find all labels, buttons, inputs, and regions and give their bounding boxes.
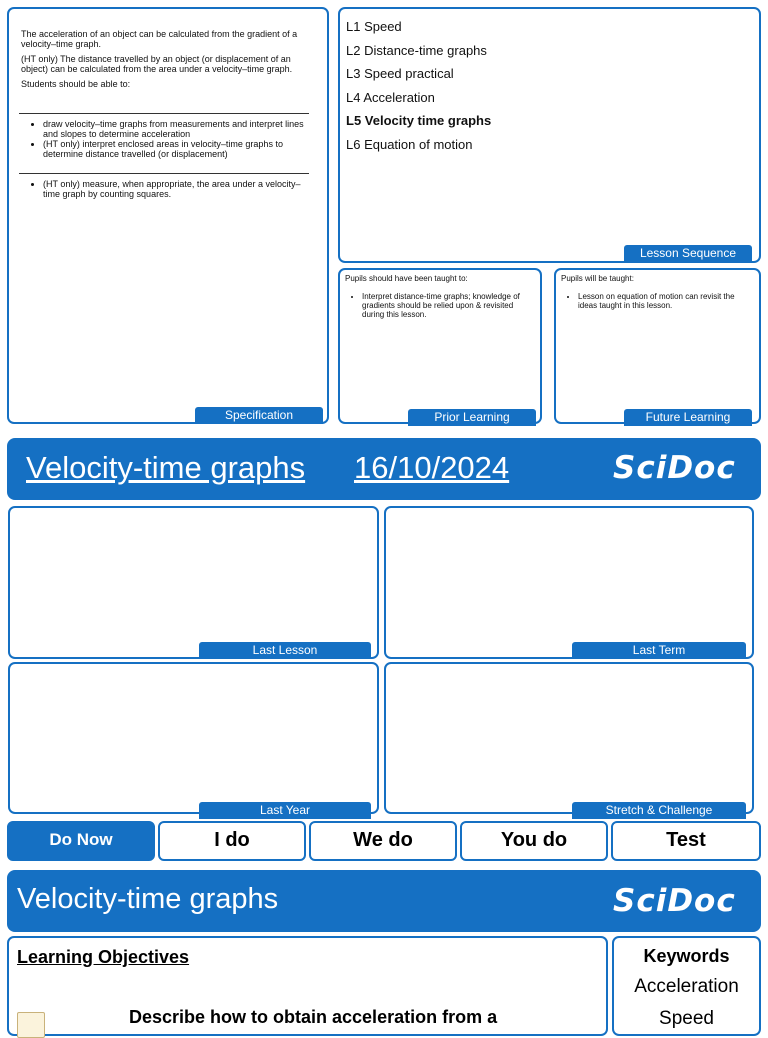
do-now-button[interactable]: Do Now xyxy=(7,821,155,861)
stretch-challenge-label: Stretch & Challenge xyxy=(572,802,746,819)
prior-learning-bullets xyxy=(348,292,534,319)
last-term-label: Last Term xyxy=(572,642,746,659)
spec-divider xyxy=(19,173,309,174)
brand-logo: SciDoc xyxy=(613,883,736,919)
lesson-sequence-panel xyxy=(338,7,761,263)
title-banner xyxy=(7,438,761,500)
lesson-item[interactable]: L2 Distance-time graphs xyxy=(346,42,487,58)
lesson-item-current[interactable]: L5 Velocity time graphs xyxy=(346,113,492,128)
future-learning-panel xyxy=(554,268,761,424)
lesson-item[interactable]: L3 Speed practical xyxy=(346,66,454,81)
future-learning-label: Future Learning xyxy=(624,409,752,426)
last-lesson-panel xyxy=(8,506,379,659)
lesson-item[interactable]: L1 Speed xyxy=(346,19,402,34)
last-year-label: Last Year xyxy=(199,802,371,819)
keywords-heading: Keywords xyxy=(643,946,730,966)
spec-divider xyxy=(19,113,309,114)
prior-learning-panel xyxy=(338,268,542,424)
prior-learning-title: Pupils should have been taught to: xyxy=(345,274,468,283)
future-learning-bullets xyxy=(564,292,753,310)
lesson-date: 16/10/2024 xyxy=(354,450,510,485)
spec-bullets-a xyxy=(21,119,311,159)
spec-paragraph-3: Students should be able to: xyxy=(21,79,131,89)
lesson-item[interactable]: L6 Equation of motion xyxy=(346,136,473,152)
last-year-panel xyxy=(8,662,379,817)
slide-title: Velocity-time graphs xyxy=(17,883,279,915)
keyword: Speed xyxy=(659,1008,714,1029)
last-lesson-label: Last Lesson xyxy=(199,642,371,659)
objective-icon xyxy=(17,1012,45,1038)
specification-text xyxy=(21,29,311,94)
last-term-panel xyxy=(384,506,754,659)
keyword: Acceleration xyxy=(634,976,739,997)
spec-bullet: • (HT only) measure, when appropriate, the area under a velocity–time graph by counting squares. xyxy=(43,179,311,199)
spec-bullets-b xyxy=(21,179,311,199)
i-do-button[interactable]: I do xyxy=(158,821,306,861)
we-do-button[interactable]: We do xyxy=(309,821,457,861)
prior-learning-label: Prior Learning xyxy=(408,409,536,426)
you-do-button[interactable]: You do xyxy=(460,821,608,861)
learning-objectives-heading: Learning Objectives xyxy=(17,947,190,967)
slide-banner xyxy=(7,870,761,932)
future-learning-title: Pupils will be taught: xyxy=(561,274,634,283)
spec-paragraph-1: The acceleration of an object can be calculated from the gradient of a velocity–time graph. xyxy=(21,29,298,49)
keywords-panel xyxy=(612,936,761,1036)
specification-panel xyxy=(7,7,329,424)
lesson-sequence-label: Lesson Sequence xyxy=(624,245,752,262)
test-button[interactable]: Test xyxy=(611,821,761,861)
stretch-challenge-panel xyxy=(384,662,754,817)
learning-objectives-panel xyxy=(7,936,608,1036)
lesson-item[interactable]: L4 Acceleration xyxy=(346,89,435,105)
lesson-sequence-list xyxy=(346,15,491,156)
prior-learning-bullet: • Interpret distance-time graphs; knowledge of gradients should be relied upon & revisited during this lesson. xyxy=(362,292,534,319)
page-title: Velocity-time graphs xyxy=(26,450,306,485)
future-learning-bullet: • Lesson on equation of motion can revisit the ideas taught in this lesson. xyxy=(578,292,753,310)
specification-label: Specification xyxy=(195,407,323,424)
learning-objective: Describe how to obtain acceleration from a xyxy=(129,1007,498,1027)
spec-bullet: • (HT only) interpret enclosed areas in velocity–time graphs to determine distance travelled (or displacement) xyxy=(43,139,311,159)
spec-paragraph-2: (HT only) The distance travelled by an object (or displacement of an object) can be calculated from the area under a velocity–time graph. xyxy=(21,54,293,74)
brand-logo: SciDoc xyxy=(613,450,736,486)
spec-bullet: • draw velocity–time graphs from measurements and interpret lines and slopes to determine acceleration xyxy=(43,119,311,139)
